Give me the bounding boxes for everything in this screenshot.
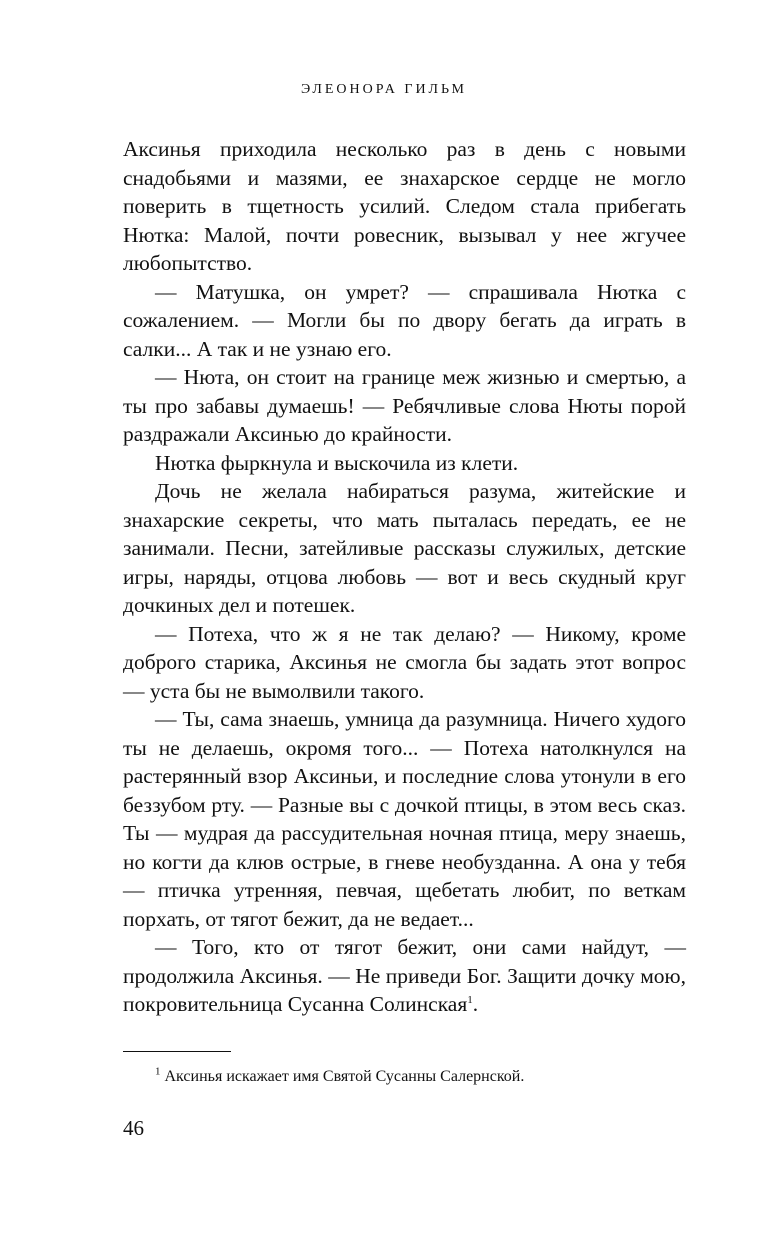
page-number: 46 [123,1116,144,1140]
paragraph: — Матушка, он умрет? — спрашивала Нютка с сожалением. — Могли бы по двору бегать да играть в салки... А так и не узнаю его. [123,279,686,361]
footnote-divider [123,1051,231,1052]
paragraph: Дочь не желала набираться разума, житейские и знахарские секреты, что мать пыталась передать, ее не занимали. Песни, затейливые рассказы служилых, детские игры, наряды, отцова любовь — вот и весь скудный круг дочкиных дел и потешек. [123,479,686,617]
running-header-author: ЭЛЕОНОРА ГИЛЬМ [301,82,467,97]
paragraph: — Потеха, что ж я не так делаю? — Никому, кроме доброго старика, Аксинья не смогла бы задать этот вопрос — уста бы не вымолвили такого. [123,621,686,703]
paragraph: — Ты, сама знаешь, умница да разумница. Ничего худого ты не делаешь, окромя того... — Потеха натолкнулся на растерянный взор Аксиньи, и последние слова утонули в его беззубом рту. — Разные вы с дочкой птицы, в этом весь сказ. Ты — мудрая да рассудительная ночная птица, меру знаешь, но когти да клюв острые, в гневе необузданна. А она у тебя — птичка утренняя, певчая, щебетать любит, по веткам порхать, от тягот бежит, да не ведает... [123,707,686,931]
footnote-text: Аксинья искажает имя Святой Сусанны Салернской. [164,1068,525,1085]
body-text [123,135,686,1019]
footnote-marker: 1 [155,1065,161,1078]
paragraph-with-footnote-ref: — Того, кто от тягот бежит, они сами найдут, — продолжила Аксинья. — Не приведи Бог. Защити дочку мою, покровительница Сусанна Солинская$^1$. [123,935,686,1016]
footnote-reference: 1 [467,993,473,1006]
paragraph: Аксинья приходила несколько раз в день с новыми снадобьями и мазями, ее знахарское сердце не могло поверить в тщетность усилий. Следом стала прибегать Нютка: Малой, почти ровесник, вызывал у нее жгучее любопытство. [123,137,686,275]
paragraph: Нютка фыркнула и выскочила из клети. [155,450,519,475]
paragraph: — Нюта, он стоит на границе меж жизнью и смертью, а ты про забавы думаешь! — Ребячливые слова Нюты порой раздражали Аксинью до крайности. [123,365,686,446]
paragraph-text: — Того, кто от тягот бежит, они сами найдут, — продолжила Аксинья. — Не приведи Бог. Защити дочку мою, покровительница Сусанна Солинская [123,935,686,1016]
footnote [155,1067,695,1087]
